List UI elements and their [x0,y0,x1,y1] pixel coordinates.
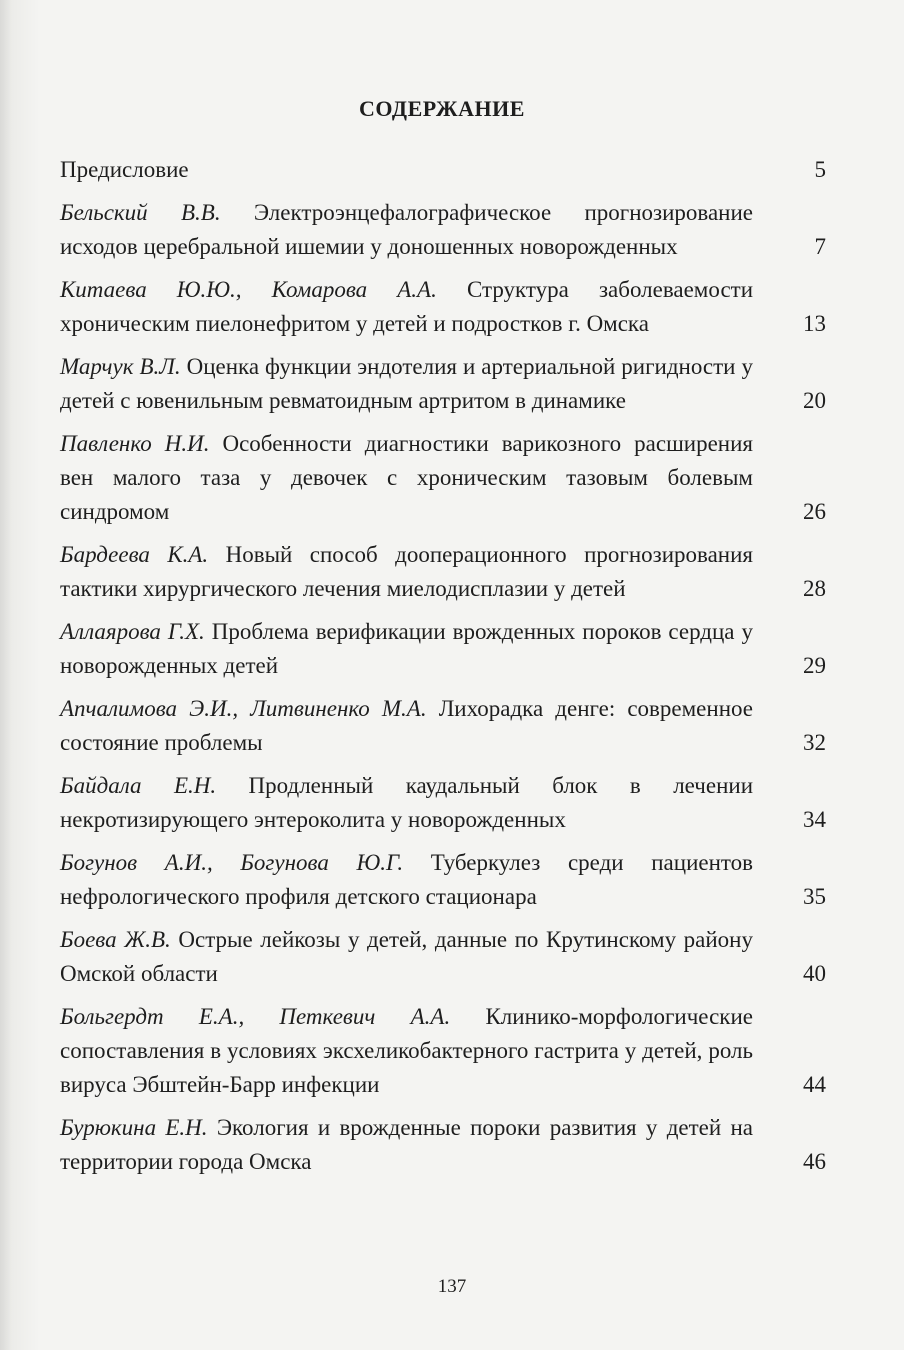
entry-title: Туберкулез среди пациентов нефрологического профиля детского стационара [60,850,754,909]
entry-authors: Бельский В.В. [60,200,221,225]
toc-entry [60,692,826,760]
entry-page-number: 46 [803,1149,826,1174]
entry-title: Проблема верификации врожденных пороков сердца у новорожденных детей [60,619,753,678]
toc-heading: СОДЕРЖАНИЕ [359,96,525,121]
page-number: 137 [437,1276,467,1297]
entry-text [60,615,753,683]
entry-text [60,769,753,837]
entry-authors: Боева Ж.В. [60,927,171,952]
entry-title: Особенности диагностики варикозного расширения вен малого таза у девочек с хроническим тазовым болевым синдромом [60,431,754,524]
entry-authors: Апчалимова Э.И., Литвиненко М.А. [60,696,427,721]
entry-text [60,1111,753,1179]
toc-entry [60,615,826,683]
toc-entry [60,196,826,264]
entry-authors: Бурюкина Е.Н. [60,1115,208,1140]
toc-entry [60,1111,826,1179]
entry-authors: Китаева Ю.Ю., Комарова А.А. [60,277,437,302]
entry-title: Предисловие [60,157,189,182]
entry-page-number: 7 [814,234,826,259]
entry-text [60,350,753,418]
toc-entry [60,273,826,341]
entry-page-number: 13 [803,311,826,336]
entry-page-number: 40 [803,961,826,986]
entry-title: Лихорадка денге: современное состояние проблемы [60,696,753,755]
toc-entry [60,1000,826,1102]
toc-entry [60,923,826,991]
entry-page-number: 34 [803,807,826,832]
entry-authors: Марчук В.Л. [60,354,181,379]
entry-page-number: 5 [814,157,826,182]
entry-text [60,538,753,606]
entry-page-number: 29 [803,653,826,678]
entry-text [60,692,753,760]
toc-entry [60,350,826,418]
entry-text [60,196,753,264]
toc-entry [60,846,826,914]
entry-page-number: 35 [803,884,826,909]
entry-page-number: 44 [803,1072,826,1097]
entry-title: Экология и врожденные пороки развития у детей на территории города Омска [60,1115,754,1174]
entry-text [60,1000,753,1102]
entry-text [60,427,753,529]
entry-page-number: 20 [803,388,826,413]
entry-text [60,923,753,991]
toc-entry [60,153,826,187]
entry-text [60,153,753,187]
entry-title: Структура заболеваемости хроническим пиелонефритом у детей и подростков г. Омска [60,277,754,336]
entry-text [60,846,753,914]
entry-authors: Богунов А.И., Богунова Ю.Г. [60,850,404,875]
toc-entry [60,538,826,606]
entry-authors: Бардеева К.А. [60,542,209,567]
entry-authors: Больгердт Е.А., Петкевич А.А. [60,1004,451,1029]
entry-title: Новый способ дооперационного прогнозирования тактики хирургического лечения миелодисплазии у детей [60,542,754,601]
toc-entry [60,769,826,837]
entry-page-number: 26 [803,499,826,524]
entry-authors: Байдала Е.Н. [60,773,217,798]
entry-text [60,273,753,341]
toc-entry [60,427,826,529]
entry-title: Острые лейкозы у детей, данные по Крутинскому району Омской области [60,927,753,986]
entry-authors: Аллаярова Г.Х. [60,619,205,644]
entry-page-number: 28 [803,576,826,601]
entry-title: Клинико-морфологические сопоставления в условиях эксхеликобактерного гастрита у детей, роль вируса Эбштейн-Барр инфекции [60,1004,753,1097]
entry-page-number: 32 [803,730,826,755]
entry-title: Электроэнцефалографическое прогнозирование исходов церебральной ишемии у доношенных новорожденных [60,200,754,259]
entry-title: Оценка функции эндотелия и артериальной ригидности у детей с ювенильным ревматоидным артритом в динамике [60,354,753,413]
entry-title: Продленный каудальный блок в лечении некротизирующего энтероколита у новорожденных [60,773,754,832]
entry-authors: Павленко Н.И. [60,431,210,456]
table-of-contents [60,153,826,1188]
